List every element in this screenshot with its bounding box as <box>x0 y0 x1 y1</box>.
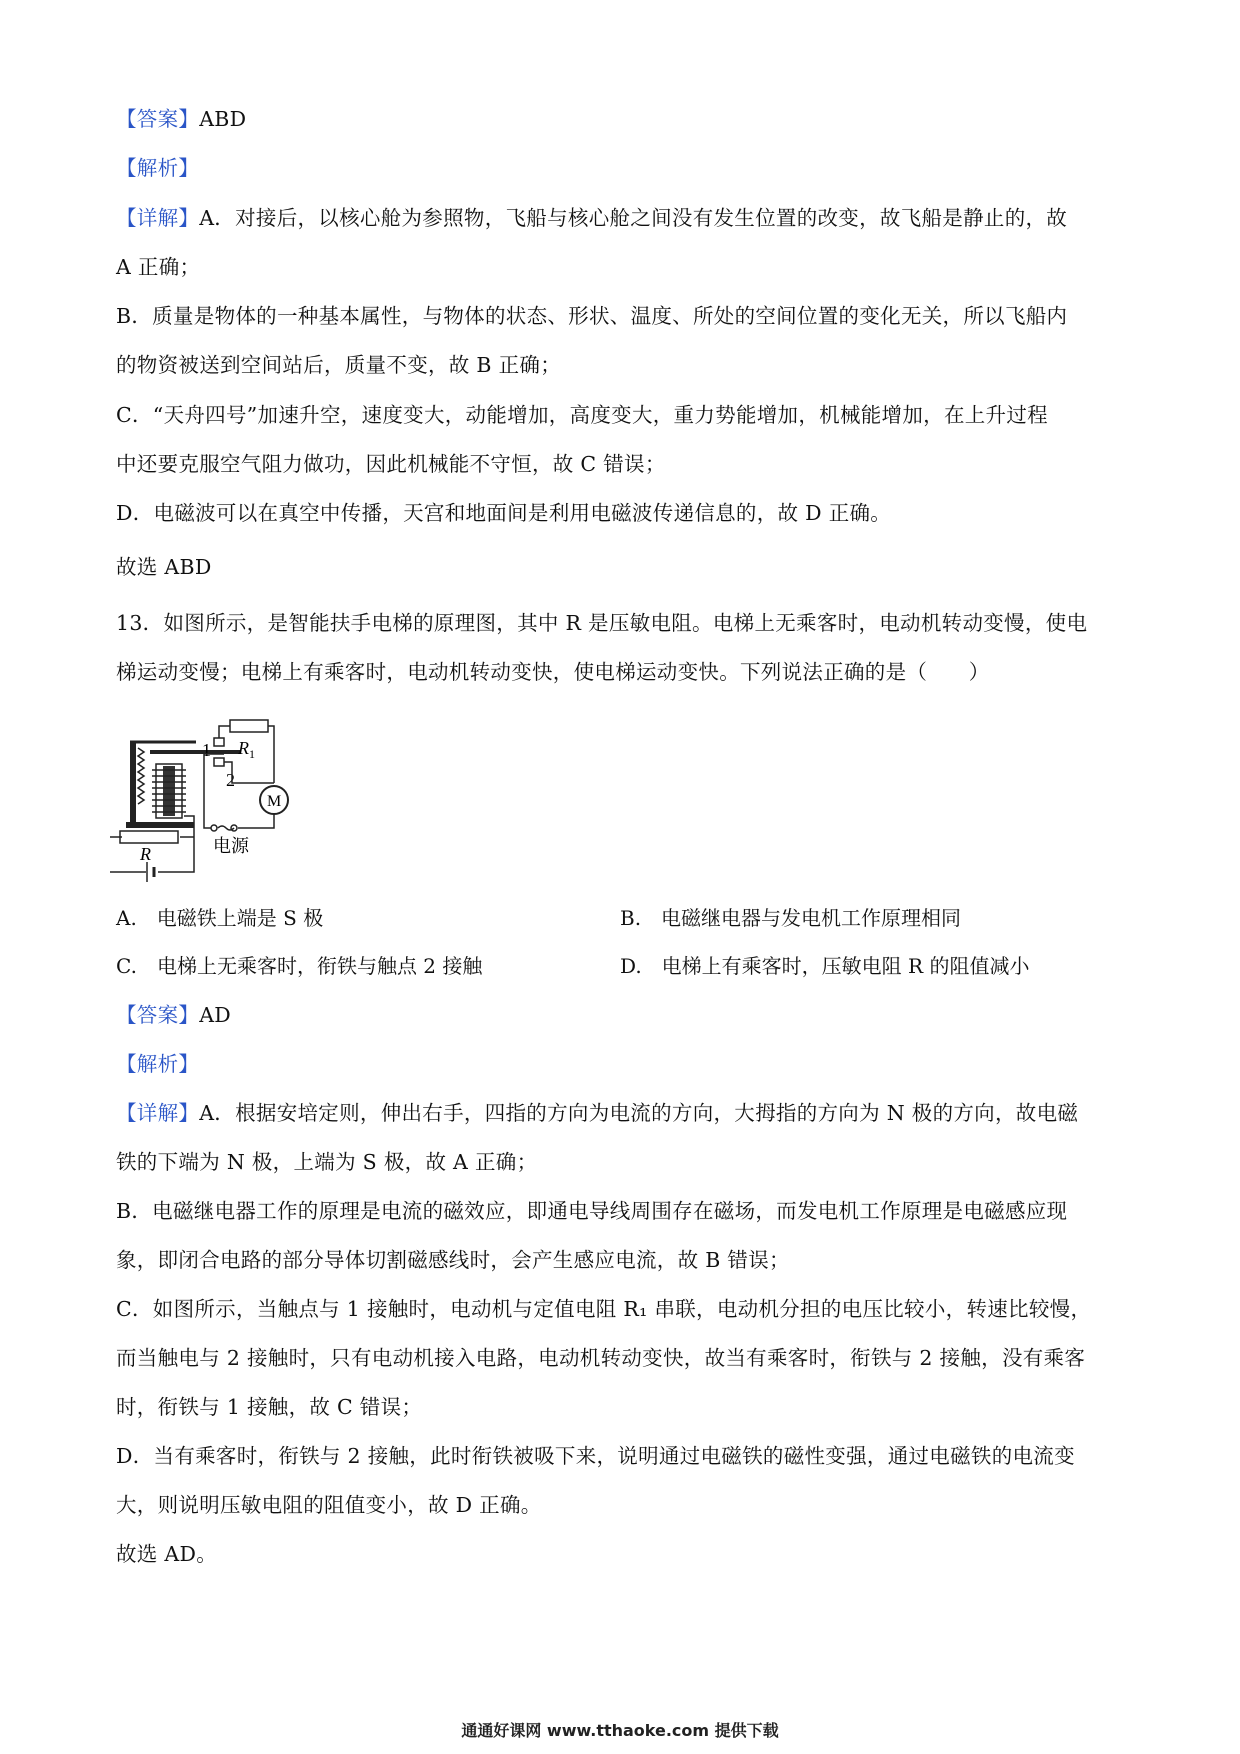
paragraph-line: 象，即闭合电路的部分导体切割磁感线时，会产生感应电流，故 B 错误； <box>116 1248 790 1272</box>
r-label: R <box>140 844 151 864</box>
answer-value: ABD <box>199 107 247 131</box>
paragraph-line: C．如图所示，当触点与 1 接触时，电动机与定值电阻 R₁ 串联，电动机分担的电压比较小，转速比较慢， <box>116 1297 1092 1321</box>
detail-line <box>116 1098 1126 1128</box>
question-line: 梯运动变慢；电梯上有乘客时，电动机转动变快，使电梯运动变快。下列说法正确的是（ ） <box>116 660 990 684</box>
conclusion-line: 故选 AD。 <box>116 1542 218 1566</box>
paragraph-line: 而当触电与 2 接触时，只有电动机接入电路，电动机转动变快，故当有乘客时，衔铁与 2 接触，没有乘客 <box>116 1346 1086 1370</box>
answer-line <box>116 1000 1126 1030</box>
paragraph-line: 的物资被送到空间站后，质量不变，故 B 正确； <box>116 353 561 377</box>
pressure-resistor <box>120 831 178 843</box>
source-label: 电源 <box>213 836 249 857</box>
r1-label: $R_1$ <box>238 738 255 761</box>
option-d: D. 电梯上有乘客时，压敏电阻 R 的阻值减小 <box>620 954 1030 978</box>
paragraph-line: A 正确； <box>116 255 201 279</box>
r1-resistor <box>230 720 268 732</box>
contact-1 <box>214 738 224 746</box>
detail-tag: 【详解】 <box>116 206 200 230</box>
paragraph-line: A．根据安培定则，伸出右手，四指的方向为电流的方向，大拇指的方向为 N 极的方向，故电磁 <box>199 1101 1079 1125</box>
electromagnet-coil <box>152 764 186 818</box>
analysis-line <box>116 1049 1126 1079</box>
paragraph-line: A．对接后，以核心舱为参照物，飞船与核心舱之间没有发生位置的改变，故飞船是静止的，故 <box>199 206 1068 230</box>
contact-2-label: 2 <box>226 770 235 790</box>
analysis-tag: 【解析】 <box>116 1052 200 1076</box>
contact-2 <box>214 758 224 766</box>
detail-tag: 【详解】 <box>116 1101 200 1125</box>
answer-tag: 【答案】 <box>116 107 200 131</box>
motor-label: M <box>267 793 282 810</box>
answer-tag: 【答案】 <box>116 1003 200 1027</box>
paragraph-line: 时，衔铁与 1 接触，故 C 错误； <box>116 1395 423 1419</box>
elevator-circuit-diagram <box>110 708 340 888</box>
option-a: A. 电磁铁上端是 S 极 <box>116 906 324 930</box>
option-b: B. 电磁继电器与发电机工作原理相同 <box>620 906 962 930</box>
analysis-line <box>116 153 1126 183</box>
answer-value: AD <box>199 1003 232 1027</box>
footer-watermark: 通通好课网 www.tthaoke.com 提供下载 <box>461 1721 779 1740</box>
contact-1-label: 1 <box>202 740 211 760</box>
paragraph-line: D．电磁波可以在真空中传播，天宫和地面间是利用电磁波传递信息的，故 D 正确。 <box>116 501 892 525</box>
detail-line <box>116 203 1126 233</box>
analysis-tag: 【解析】 <box>116 156 200 180</box>
paragraph-line: B．电磁继电器工作的原理是电流的磁效应，即通电导线周围存在磁场，而发电机工作原理是电磁感应现 <box>116 1199 1068 1223</box>
paragraph-line: 中还要克服空气阻力做功，因此机械能不守恒，故 C 错误； <box>116 452 666 476</box>
paragraph-line: 大，则说明压敏电阻的阻值变小，故 D 正确。 <box>116 1493 542 1517</box>
question-line: 13．如图所示，是智能扶手电梯的原理图，其中 R 是压敏电阻。电梯上无乘客时，电动机转动变慢，使电 <box>116 611 1088 635</box>
paragraph-line: B．质量是物体的一种基本属性，与物体的状态、形状、温度、所处的空间位置的变化无关，所以飞船内 <box>116 304 1068 328</box>
paragraph-line: C．“天舟四号”加速升空，速度变大，动能增加，高度变大，重力势能增加，机械能增加，在上升过程 <box>116 403 1048 427</box>
paragraph-line: 铁的下端为 N 极，上端为 S 极，故 A 正确； <box>116 1150 538 1174</box>
paragraph-line: D．当有乘客时，衔铁与 2 接触，此时衔铁被吸下来，说明通过电磁铁的磁性变强，通过电磁铁的电流变 <box>116 1444 1075 1468</box>
answer-line <box>116 104 1126 134</box>
conclusion-line: 故选 ABD <box>116 555 212 579</box>
option-c: C. 电梯上无乘客时，衔铁与触点 2 接触 <box>116 954 483 978</box>
spring-icon <box>138 748 144 804</box>
